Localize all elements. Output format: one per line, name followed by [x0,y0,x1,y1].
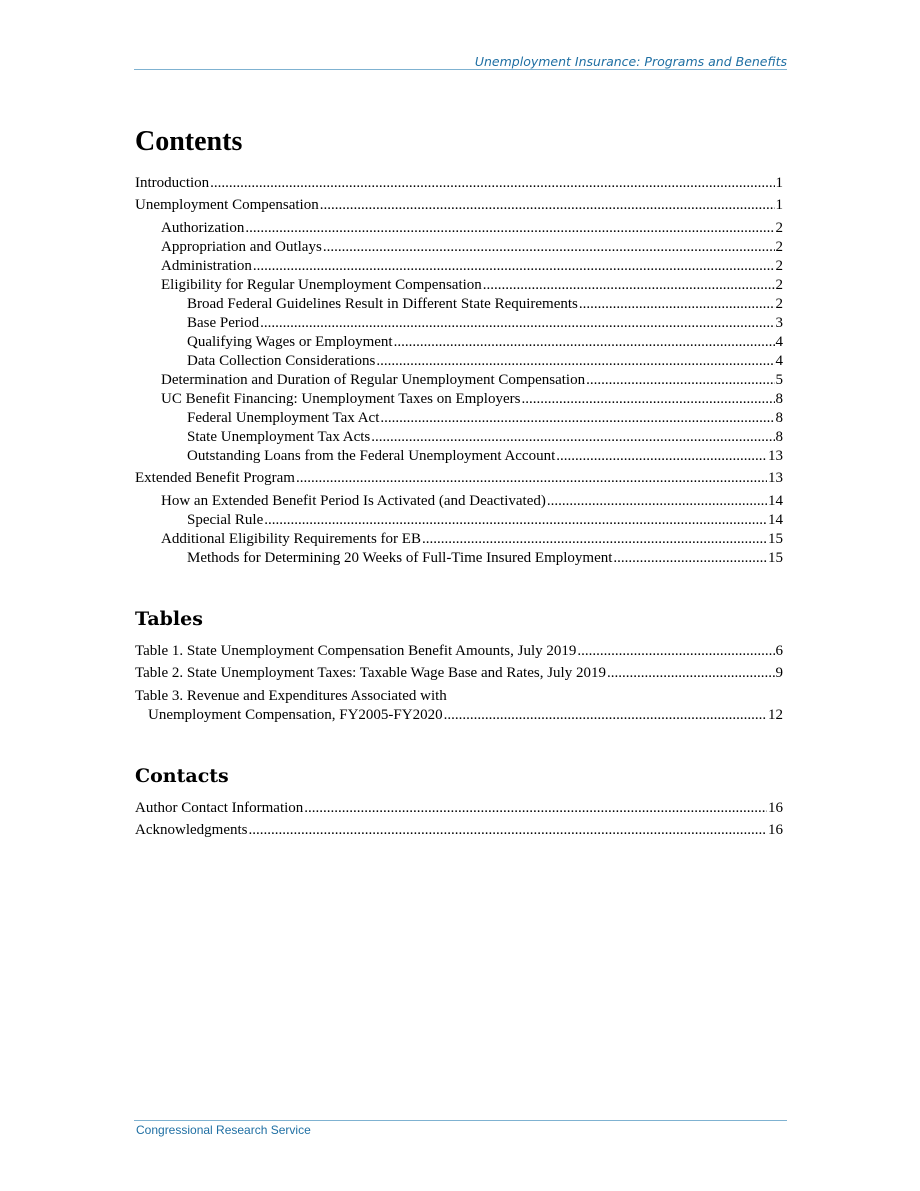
toc-entry-futa[interactable]: Federal Unemployment Tax Act ..... 8 [135,409,783,428]
toc-entry-additional-eligibility-eb[interactable]: Additional Eligibility Requirements for EB ..... 15 [135,530,783,549]
footer-rule [134,1120,787,1121]
toc-entry-data-collection[interactable]: Data Collection Considerations ..... 4 [135,352,783,371]
toc-entry-administration[interactable]: Administration ..... 2 [135,257,783,276]
contacts-heading: Contacts [135,765,229,787]
toc-entry-table-3[interactable]: Table 3. Revenue and Expenditures Associated with Unemployment Compensation, FY2005-FY2020 ..... 12 [135,687,783,725]
toc-entry-table-2[interactable]: Table 2. State Unemployment Taxes: Taxable Wage Base and Rates, July 2019 ..... 9 [135,664,783,683]
toc-entry-extended-benefit-program[interactable]: Extended Benefit Program ..... 13 [135,469,783,488]
toc-entry-appropriation-and-outlays[interactable]: Appropriation and Outlays ..... 2 [135,238,783,257]
toc-entry-determination-and-duration[interactable]: Determination and Duration of Regular Unemployment Compensation ..... 5 [135,371,783,390]
toc-entry-methods-20-weeks[interactable]: Methods for Determining 20 Weeks of Full-Time Insured Employment ..... 15 [135,549,783,568]
toc-entry-table-1[interactable]: Table 1. State Unemployment Compensation Benefit Amounts, July 2019 ..... 6 [135,642,783,661]
toc-entry-broad-federal-guidelines[interactable]: Broad Federal Guidelines Result in Different State Requirements ..... 2 [135,295,783,314]
toc-entry-suta[interactable]: State Unemployment Tax Acts ..... 8 [135,428,783,447]
toc-entry-uc-benefit-financing[interactable]: UC Benefit Financing: Unemployment Taxes on Employers ..... 8 [135,390,783,409]
running-footer: Congressional Research Service [136,1123,311,1137]
toc-entry-unemployment-compensation[interactable]: Unemployment Compensation ..... 1 [135,196,783,215]
tables-heading: Tables [135,608,203,630]
contents-list [135,170,783,568]
toc-entry-base-period[interactable]: Base Period ..... 3 [135,314,783,333]
tables-list [135,638,783,725]
toc-entry-acknowledgments[interactable]: Acknowledgments ..... 16 [135,821,783,840]
contacts-list [135,795,783,840]
toc-entry-eb-activation[interactable]: How an Extended Benefit Period Is Activated (and Deactivated) ..... 14 [135,492,783,511]
toc-entry-special-rule[interactable]: Special Rule ..... 14 [135,511,783,530]
running-header: Unemployment Insurance: Programs and Benefits [474,54,787,69]
toc-entry-introduction[interactable]: Introduction ..... 1 [135,174,783,193]
toc-entry-outstanding-loans[interactable]: Outstanding Loans from the Federal Unemployment Account ..... 13 [135,447,783,466]
toc-entry-author-contact[interactable]: Author Contact Information ..... 16 [135,799,783,818]
toc-entry-authorization[interactable]: Authorization ..... 2 [135,219,783,238]
header-rule [134,69,787,70]
contents-heading: Contents [135,126,243,157]
toc-entry-qualifying-wages[interactable]: Qualifying Wages or Employment ..... 4 [135,333,783,352]
toc-entry-eligibility[interactable]: Eligibility for Regular Unemployment Compensation ..... 2 [135,276,783,295]
